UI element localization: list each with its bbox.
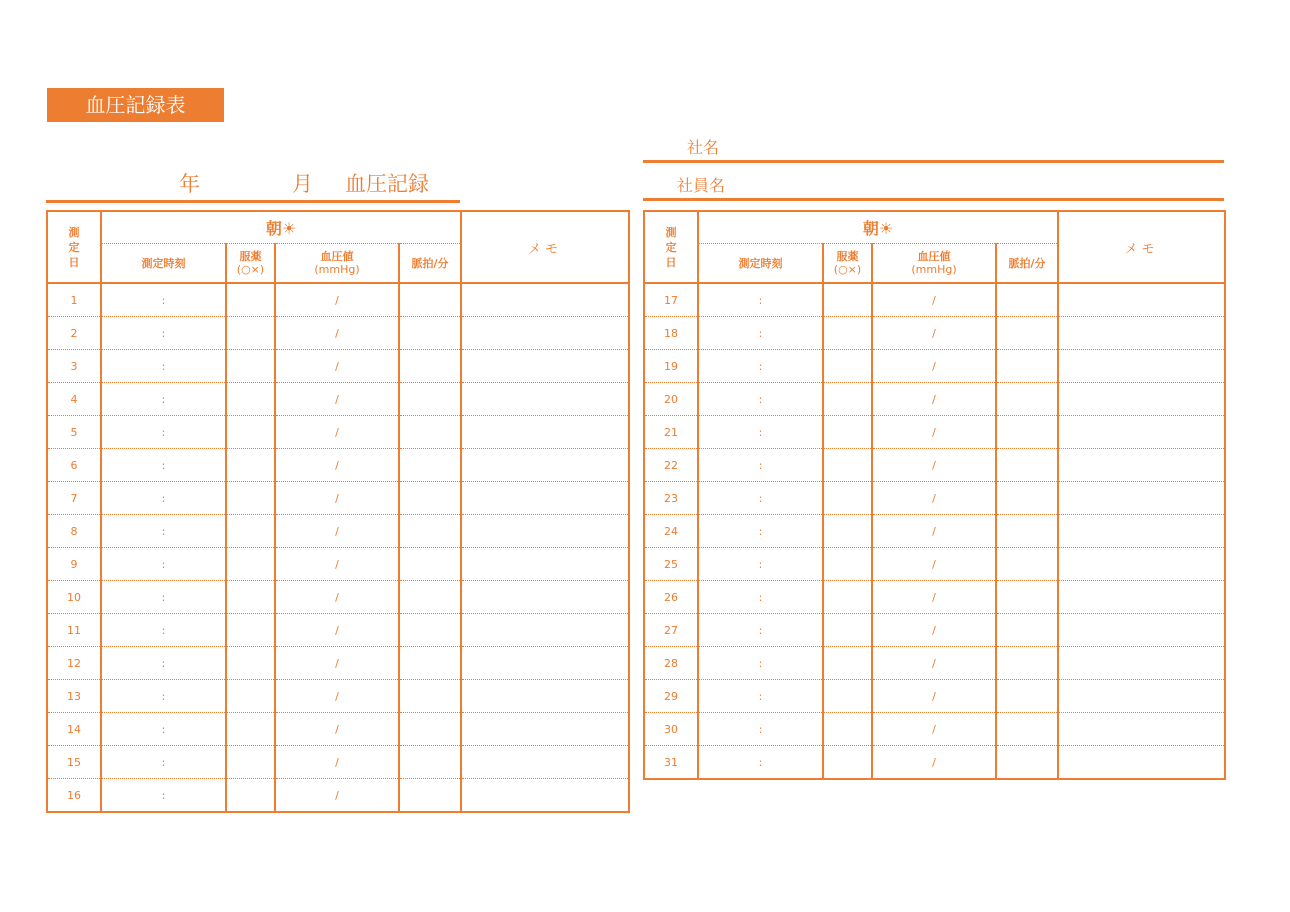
time-cell[interactable]: : xyxy=(101,283,226,317)
memo-cell[interactable] xyxy=(461,581,629,614)
time-cell[interactable]: : xyxy=(698,548,823,581)
bp-cell[interactable]: / xyxy=(275,283,399,317)
table-row xyxy=(644,350,1225,383)
day-cell: 11 xyxy=(47,614,101,647)
memo-cell[interactable] xyxy=(1058,383,1225,416)
bp-header: 血圧値 (mmHg) xyxy=(275,244,399,284)
time-cell[interactable]: : xyxy=(698,383,823,416)
table-row xyxy=(47,350,629,383)
bp-cell[interactable]: / xyxy=(872,614,996,647)
day-cell: 3 xyxy=(47,350,101,383)
medication-cell[interactable] xyxy=(226,283,275,317)
bp-cell[interactable]: / xyxy=(872,283,996,317)
pulse-cell[interactable] xyxy=(399,482,461,515)
memo-cell[interactable] xyxy=(461,647,629,680)
year-label: 年 xyxy=(179,172,200,196)
time-cell[interactable]: : xyxy=(101,581,226,614)
medication-cell[interactable] xyxy=(226,548,275,581)
table-row xyxy=(47,779,629,813)
time-cell[interactable]: : xyxy=(101,713,226,746)
medication-header: 服薬 (○×) xyxy=(823,244,872,284)
time-cell[interactable]: : xyxy=(698,581,823,614)
time-cell[interactable]: : xyxy=(101,482,226,515)
bp-cell[interactable]: / xyxy=(275,680,399,713)
medication-header: 服薬 (○×) xyxy=(226,244,275,284)
bp-cell[interactable]: / xyxy=(275,515,399,548)
table-row xyxy=(644,548,1225,581)
medication-cell[interactable] xyxy=(226,482,275,515)
table-row xyxy=(644,680,1225,713)
bp-cell[interactable]: / xyxy=(872,383,996,416)
bp-cell[interactable]: / xyxy=(872,581,996,614)
time-cell[interactable]: : xyxy=(101,317,226,350)
medication-cell[interactable] xyxy=(823,416,872,449)
pulse-cell[interactable] xyxy=(399,779,461,813)
bp-cell[interactable]: / xyxy=(275,581,399,614)
day-cell: 4 xyxy=(47,383,101,416)
pulse-cell[interactable] xyxy=(399,680,461,713)
memo-cell[interactable] xyxy=(461,779,629,813)
page-title: 血圧記録表 xyxy=(47,88,224,122)
memo-cell[interactable] xyxy=(461,449,629,482)
employee-field[interactable] xyxy=(643,174,1224,201)
medication-cell[interactable] xyxy=(823,680,872,713)
bp-cell[interactable]: / xyxy=(275,713,399,746)
memo-cell[interactable] xyxy=(1058,350,1225,383)
pulse-cell[interactable] xyxy=(996,283,1058,317)
time-cell[interactable]: : xyxy=(101,449,226,482)
table-row xyxy=(47,283,629,317)
day-cell: 16 xyxy=(47,779,101,813)
medication-cell[interactable] xyxy=(823,317,872,350)
medication-cell[interactable] xyxy=(823,581,872,614)
medication-cell[interactable] xyxy=(823,383,872,416)
time-cell[interactable]: : xyxy=(698,746,823,780)
table-row xyxy=(644,647,1225,680)
time-cell[interactable]: : xyxy=(698,416,823,449)
time-cell[interactable]: : xyxy=(101,614,226,647)
memo-cell[interactable] xyxy=(1058,647,1225,680)
medication-cell[interactable] xyxy=(226,647,275,680)
memo-cell[interactable] xyxy=(1058,680,1225,713)
day-cell: 23 xyxy=(644,482,698,515)
bp-cell[interactable]: / xyxy=(275,350,399,383)
memo-cell[interactable] xyxy=(461,614,629,647)
medication-cell[interactable] xyxy=(226,713,275,746)
bp-cell[interactable]: / xyxy=(872,647,996,680)
day-cell: 8 xyxy=(47,515,101,548)
memo-cell[interactable] xyxy=(461,317,629,350)
bp-cell[interactable]: / xyxy=(275,614,399,647)
medication-cell[interactable] xyxy=(823,482,872,515)
pulse-cell[interactable] xyxy=(399,449,461,482)
bp-cell[interactable]: / xyxy=(275,746,399,779)
medication-cell[interactable] xyxy=(226,779,275,813)
pulse-cell[interactable] xyxy=(996,383,1058,416)
time-cell[interactable]: : xyxy=(698,283,823,317)
memo-cell[interactable] xyxy=(1058,614,1225,647)
table-row xyxy=(47,449,629,482)
day-cell: 27 xyxy=(644,614,698,647)
sun-icon: ☀ xyxy=(878,219,894,238)
record-label: 血圧記録 xyxy=(345,172,429,196)
pulse-cell[interactable] xyxy=(399,283,461,317)
pulse-cell[interactable] xyxy=(996,482,1058,515)
day-cell: 25 xyxy=(644,548,698,581)
day-cell: 6 xyxy=(47,449,101,482)
bp-cell[interactable]: / xyxy=(872,317,996,350)
memo-cell[interactable] xyxy=(1058,317,1225,350)
bp-cell[interactable]: / xyxy=(275,416,399,449)
table-row xyxy=(644,317,1225,350)
pulse-cell[interactable] xyxy=(399,515,461,548)
bp-cell[interactable]: / xyxy=(275,482,399,515)
time-cell[interactable]: : xyxy=(698,647,823,680)
day-cell: 5 xyxy=(47,416,101,449)
bp-cell[interactable]: / xyxy=(872,746,996,780)
memo-cell[interactable] xyxy=(461,680,629,713)
memo-header: メモ xyxy=(1058,211,1225,283)
day-cell: 21 xyxy=(644,416,698,449)
morning-header xyxy=(101,211,461,244)
pulse-header: 脈拍/分 xyxy=(996,244,1058,284)
day-cell: 30 xyxy=(644,713,698,746)
day-cell: 26 xyxy=(644,581,698,614)
bp-cell[interactable]: / xyxy=(275,548,399,581)
medication-cell[interactable] xyxy=(226,746,275,779)
log-table-right xyxy=(643,210,1226,780)
month-label: 月 xyxy=(292,172,313,196)
company-field[interactable] xyxy=(643,136,1224,163)
table-row xyxy=(644,713,1225,746)
table-row xyxy=(47,746,629,779)
morning-label: 朝 xyxy=(265,219,282,238)
table-row xyxy=(644,449,1225,482)
pulse-cell[interactable] xyxy=(996,515,1058,548)
memo-cell[interactable] xyxy=(461,416,629,449)
table-row xyxy=(47,317,629,350)
day-cell: 29 xyxy=(644,680,698,713)
time-cell[interactable]: : xyxy=(101,515,226,548)
pulse-cell[interactable] xyxy=(399,416,461,449)
bp-cell[interactable]: / xyxy=(275,317,399,350)
memo-cell[interactable] xyxy=(461,482,629,515)
day-cell: 31 xyxy=(644,746,698,780)
bp-cell[interactable]: / xyxy=(872,416,996,449)
medication-cell[interactable] xyxy=(823,713,872,746)
time-cell[interactable]: : xyxy=(698,614,823,647)
log-table-left xyxy=(46,210,630,813)
bp-cell[interactable]: / xyxy=(872,482,996,515)
time-header: 測定時刻 xyxy=(698,244,823,284)
bp-cell[interactable]: / xyxy=(872,713,996,746)
time-cell[interactable]: : xyxy=(698,449,823,482)
time-cell[interactable]: : xyxy=(101,548,226,581)
medication-cell[interactable] xyxy=(823,449,872,482)
memo-cell[interactable] xyxy=(461,350,629,383)
medication-cell[interactable] xyxy=(226,449,275,482)
pulse-cell[interactable] xyxy=(996,449,1058,482)
day-cell: 17 xyxy=(644,283,698,317)
day-cell: 15 xyxy=(47,746,101,779)
pulse-cell[interactable] xyxy=(996,581,1058,614)
day-cell: 24 xyxy=(644,515,698,548)
time-cell[interactable]: : xyxy=(101,680,226,713)
table-row xyxy=(47,680,629,713)
employee-label: 社員名 xyxy=(677,176,726,195)
day-header: 測 定 日 xyxy=(644,211,698,283)
time-cell[interactable]: : xyxy=(698,515,823,548)
time-cell[interactable]: : xyxy=(698,482,823,515)
time-cell[interactable]: : xyxy=(101,416,226,449)
memo-cell[interactable] xyxy=(461,383,629,416)
table-row xyxy=(47,647,629,680)
table-row xyxy=(644,614,1225,647)
table-row xyxy=(47,548,629,581)
pulse-cell[interactable] xyxy=(996,680,1058,713)
bp-cell[interactable]: / xyxy=(275,449,399,482)
pulse-cell[interactable] xyxy=(399,581,461,614)
memo-cell[interactable] xyxy=(461,515,629,548)
table-row xyxy=(47,515,629,548)
day-cell: 20 xyxy=(644,383,698,416)
memo-header: メモ xyxy=(461,211,629,283)
table-row xyxy=(47,482,629,515)
time-cell[interactable]: : xyxy=(698,350,823,383)
time-cell[interactable]: : xyxy=(698,317,823,350)
time-cell[interactable]: : xyxy=(698,713,823,746)
month-heading xyxy=(46,168,460,203)
sun-icon: ☀ xyxy=(281,219,297,238)
pulse-cell[interactable] xyxy=(996,416,1058,449)
pulse-cell[interactable] xyxy=(996,647,1058,680)
table-row xyxy=(644,515,1225,548)
medication-cell[interactable] xyxy=(226,317,275,350)
pulse-cell[interactable] xyxy=(399,614,461,647)
time-header: 測定時刻 xyxy=(101,244,226,284)
table-row xyxy=(47,581,629,614)
medication-cell[interactable] xyxy=(226,680,275,713)
pulse-cell[interactable] xyxy=(399,713,461,746)
medication-cell[interactable] xyxy=(226,515,275,548)
pulse-cell[interactable] xyxy=(996,713,1058,746)
medication-cell[interactable] xyxy=(226,383,275,416)
memo-cell[interactable] xyxy=(461,713,629,746)
memo-cell[interactable] xyxy=(1058,482,1225,515)
pulse-cell[interactable] xyxy=(399,746,461,779)
time-cell[interactable]: : xyxy=(101,350,226,383)
memo-cell[interactable] xyxy=(1058,713,1225,746)
table-row xyxy=(47,614,629,647)
day-cell: 1 xyxy=(47,283,101,317)
morning-label: 朝 xyxy=(862,219,879,238)
medication-cell[interactable] xyxy=(823,515,872,548)
table-row xyxy=(644,746,1225,780)
bp-cell[interactable]: / xyxy=(872,548,996,581)
bp-header: 血圧値 (mmHg) xyxy=(872,244,996,284)
memo-cell[interactable] xyxy=(1058,548,1225,581)
table-row xyxy=(47,383,629,416)
day-cell: 13 xyxy=(47,680,101,713)
bp-cell[interactable]: / xyxy=(872,449,996,482)
pulse-cell[interactable] xyxy=(996,350,1058,383)
day-cell: 19 xyxy=(644,350,698,383)
memo-cell[interactable] xyxy=(1058,746,1225,780)
day-cell: 7 xyxy=(47,482,101,515)
day-cell: 12 xyxy=(47,647,101,680)
medication-cell[interactable] xyxy=(823,746,872,780)
bp-cell[interactable]: / xyxy=(872,680,996,713)
memo-cell[interactable] xyxy=(461,283,629,317)
table-row xyxy=(47,713,629,746)
table-row xyxy=(644,383,1225,416)
medication-cell[interactable] xyxy=(226,581,275,614)
medication-cell[interactable] xyxy=(823,548,872,581)
pulse-cell[interactable] xyxy=(399,548,461,581)
memo-cell[interactable] xyxy=(1058,416,1225,449)
time-cell[interactable]: : xyxy=(101,647,226,680)
day-cell: 10 xyxy=(47,581,101,614)
company-label: 社名 xyxy=(687,138,720,157)
pulse-cell[interactable] xyxy=(399,383,461,416)
time-cell[interactable]: : xyxy=(101,746,226,779)
medication-cell[interactable] xyxy=(823,614,872,647)
day-cell: 2 xyxy=(47,317,101,350)
bp-cell[interactable]: / xyxy=(872,515,996,548)
medication-cell[interactable] xyxy=(823,283,872,317)
medication-cell[interactable] xyxy=(226,416,275,449)
memo-cell[interactable] xyxy=(461,548,629,581)
memo-cell[interactable] xyxy=(1058,283,1225,317)
medication-cell[interactable] xyxy=(226,614,275,647)
time-cell[interactable]: : xyxy=(101,383,226,416)
pulse-cell[interactable] xyxy=(996,746,1058,780)
table-row xyxy=(644,482,1225,515)
memo-cell[interactable] xyxy=(1058,581,1225,614)
pulse-header: 脈拍/分 xyxy=(399,244,461,284)
table-row xyxy=(47,416,629,449)
day-cell: 18 xyxy=(644,317,698,350)
medication-cell[interactable] xyxy=(823,350,872,383)
memo-cell[interactable] xyxy=(1058,449,1225,482)
day-cell: 28 xyxy=(644,647,698,680)
pulse-cell[interactable] xyxy=(399,317,461,350)
medication-cell[interactable] xyxy=(823,647,872,680)
time-cell[interactable]: : xyxy=(101,779,226,813)
pulse-cell[interactable] xyxy=(996,548,1058,581)
pulse-cell[interactable] xyxy=(996,614,1058,647)
medication-cell[interactable] xyxy=(226,350,275,383)
day-cell: 14 xyxy=(47,713,101,746)
day-header: 測 定 日 xyxy=(47,211,101,283)
time-cell[interactable]: : xyxy=(698,680,823,713)
pulse-cell[interactable] xyxy=(399,350,461,383)
memo-cell[interactable] xyxy=(461,746,629,779)
day-cell: 9 xyxy=(47,548,101,581)
bp-cell[interactable]: / xyxy=(872,350,996,383)
table-row xyxy=(644,283,1225,317)
pulse-cell[interactable] xyxy=(399,647,461,680)
memo-cell[interactable] xyxy=(1058,515,1225,548)
table-row xyxy=(644,581,1225,614)
bp-cell[interactable]: / xyxy=(275,647,399,680)
table-row xyxy=(644,416,1225,449)
pulse-cell[interactable] xyxy=(996,317,1058,350)
bp-cell[interactable]: / xyxy=(275,383,399,416)
morning-header xyxy=(698,211,1058,244)
day-cell: 22 xyxy=(644,449,698,482)
bp-cell[interactable]: / xyxy=(275,779,399,813)
